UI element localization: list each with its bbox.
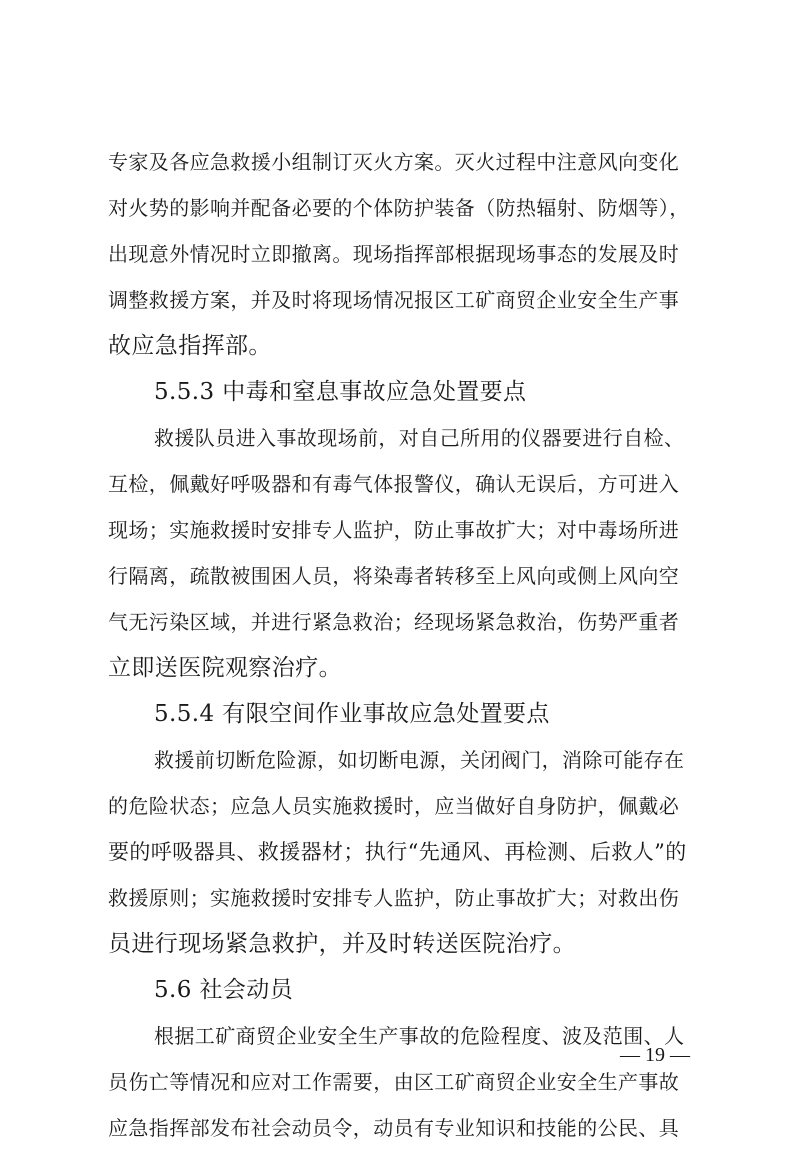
- text-line: 5.5.3 中毒和窒息事故应急处置要点: [154, 379, 527, 405]
- text-line: 员伤亡等情况和应对工作需要，由区工矿商贸企业安全生产事故: [108, 1070, 680, 1094]
- text-line: 专家及各应急救援小组制订灭火方案。灭火过程中注意风向变化: [108, 150, 680, 174]
- text-line: 的危险状态；应急人员实施救援时，应当做好自身防护，佩戴必: [108, 794, 680, 818]
- text-line: 5.5.4 有限空间作业事故应急处置要点: [154, 701, 550, 727]
- text-line: 应急指挥部发布社会动员令，动员有专业知识和技能的公民、具: [108, 1116, 680, 1140]
- text-line: 调整救援方案，并及时将现场情况报区工矿商贸企业安全生产事: [108, 288, 680, 312]
- text-line: 救援原则；实施救援时安排专人监护，防止事故扩大；对救出伤: [108, 886, 680, 910]
- text-line: 救援队员进入事故现场前，对自己所用的仪器要进行自检、: [154, 426, 685, 450]
- page-number: — 19 —: [620, 1044, 690, 1066]
- text-line: 立即送医院观察治疗。: [108, 655, 342, 681]
- text-line: 气无污染区域，并进行紧急救治；经现场紧急救治，伤势严重者: [108, 610, 680, 634]
- text-line: 出现意外情况时立即撤离。现场指挥部根据现场事态的发展及时: [108, 242, 680, 266]
- body-text: [108, 139, 690, 1151]
- text-line: 对火势的影响并配备必要的个体防护装备（防热辐射、防烟等），: [108, 196, 690, 220]
- text-line: 要的呼吸器具、救援器材；执行“先通风、再检测、后救人”的: [108, 840, 687, 864]
- text-line: 行隔离，疏散被围困人员，将染毒者转移至上风向或侧上风向空: [108, 564, 680, 588]
- text-line: 5.6 社会动员: [154, 977, 294, 1003]
- text-line: 故应急指挥部。: [108, 333, 272, 359]
- text-line: 员进行现场紧急救护，并及时转送医院治疗。: [108, 931, 576, 957]
- text-line: 救援前切断危险源，如切断电源，关闭阀门，消除可能存在: [154, 748, 685, 772]
- text-line: 根据工矿商贸企业安全生产事故的危险程度、波及范围、人: [154, 1024, 685, 1048]
- text-line: 互检，佩戴好呼吸器和有毒气体报警仪，确认无误后，方可进入: [108, 472, 680, 496]
- text-line: 现场；实施救援时安排专人监护，防止事故扩大；对中毒场所进: [108, 518, 680, 542]
